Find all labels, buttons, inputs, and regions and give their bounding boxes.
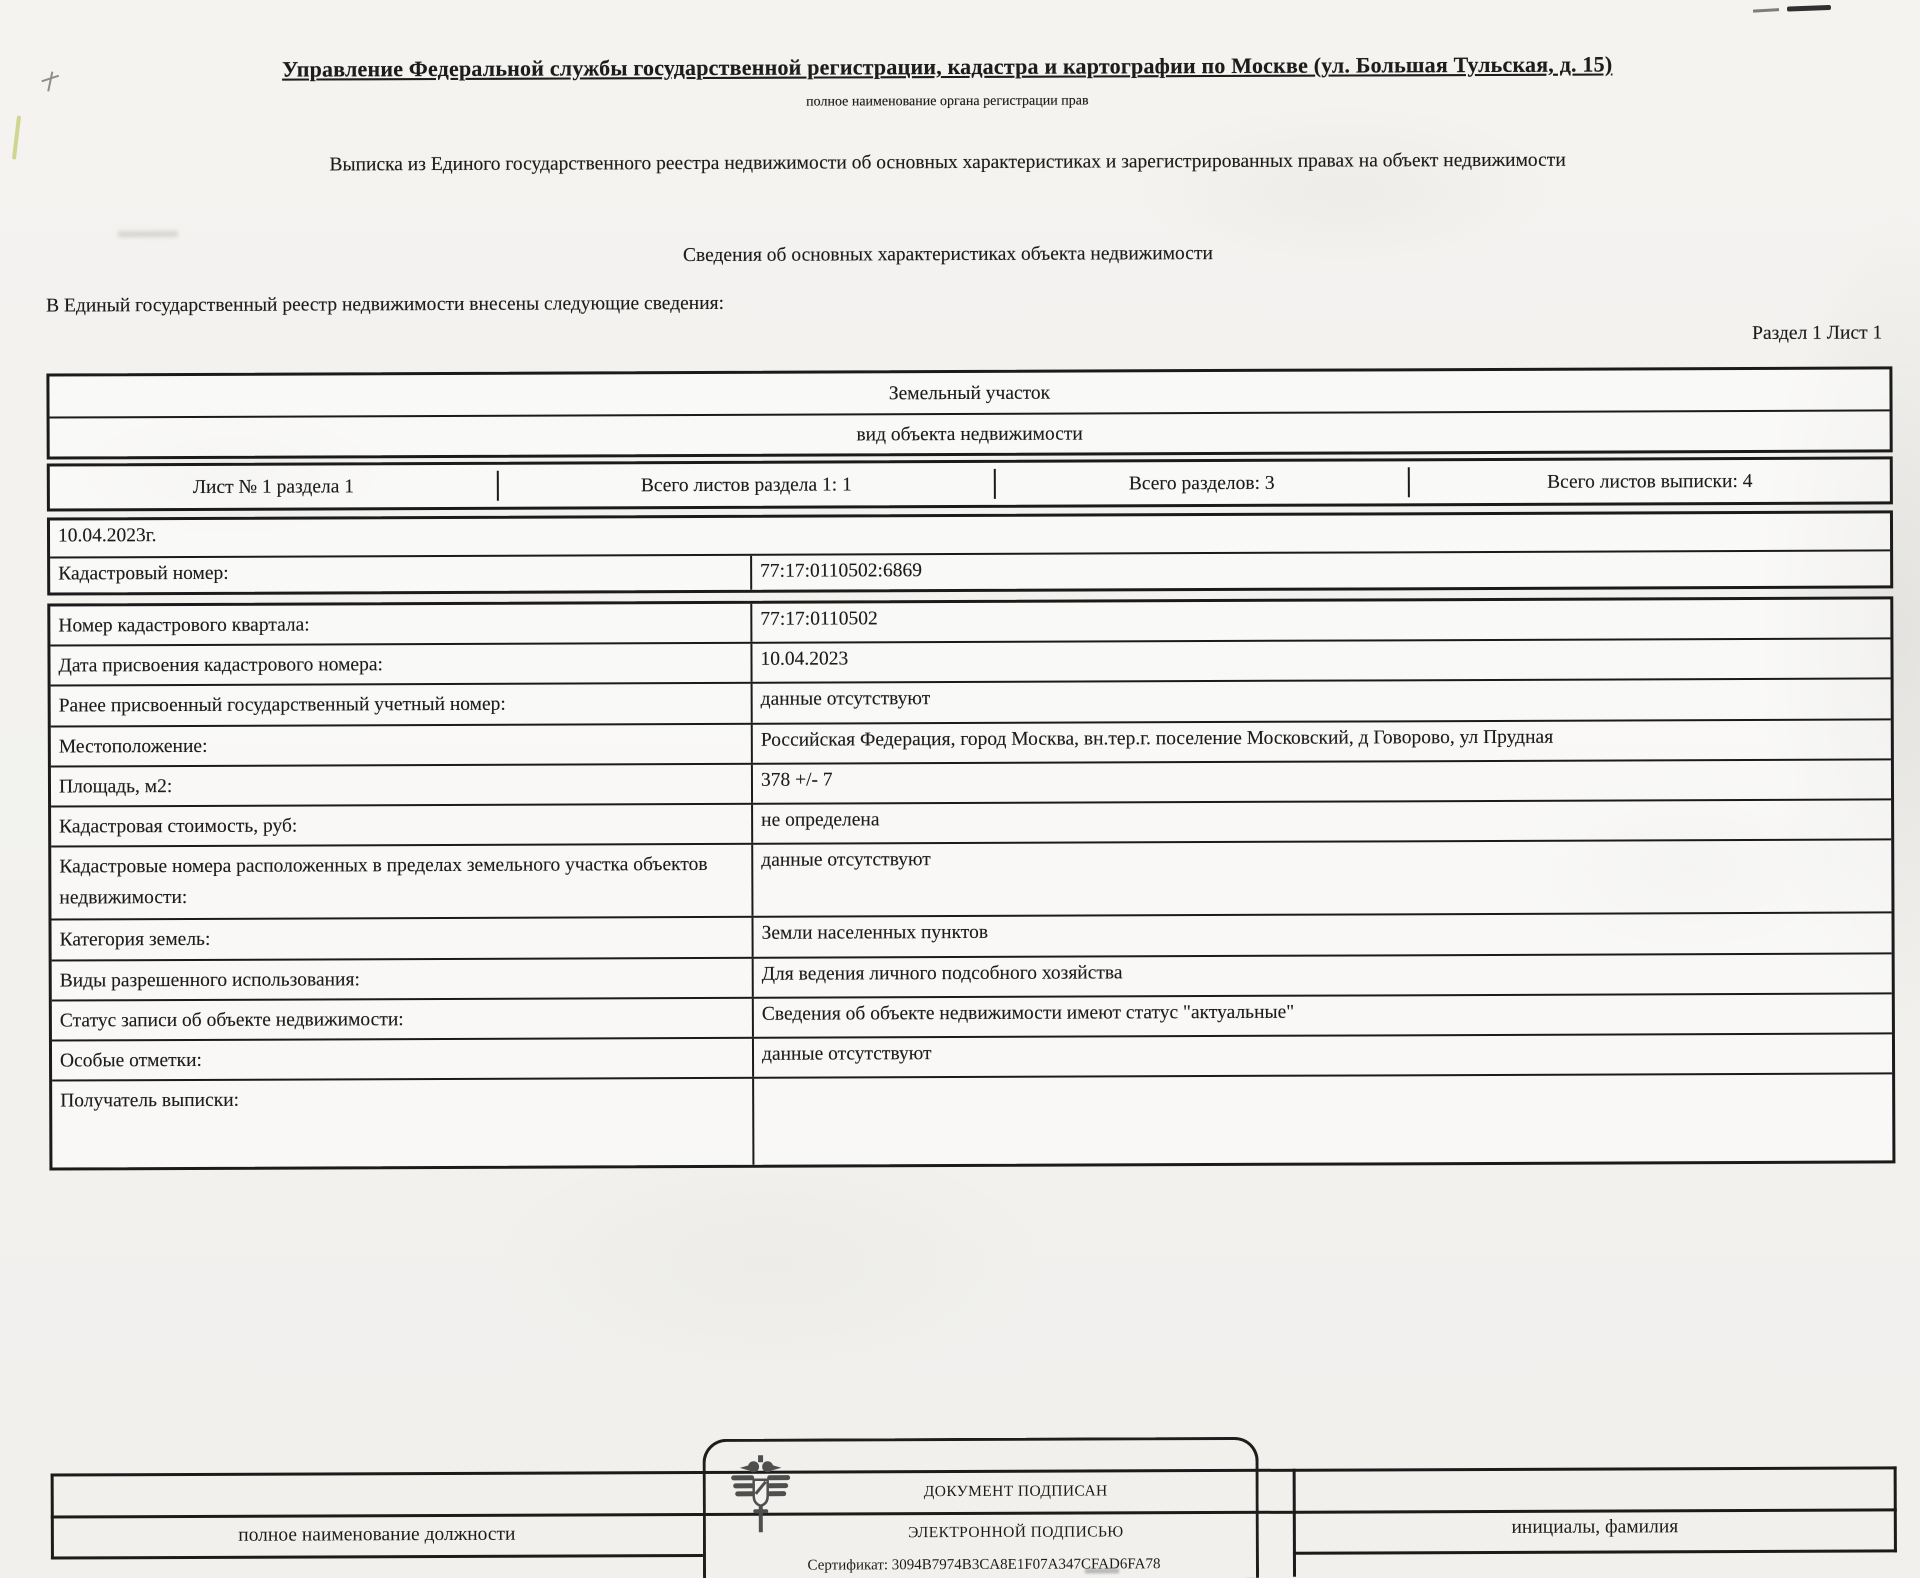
row-value: данные отсутствуют [751, 841, 1891, 916]
row-value: Для ведения личного подсобного хозяйства [752, 954, 1892, 997]
row-label: Местоположение: [58, 735, 208, 758]
object-type-cell: Земельный участок [888, 382, 1051, 405]
table-row [52, 1032, 1892, 1079]
double-eagle-emblem-icon [730, 1454, 792, 1534]
row-label: Кадастровая стоимость, руб: [59, 815, 298, 838]
table-row [51, 718, 1891, 765]
scan-artifact-pen-dash [1787, 5, 1831, 12]
row-label: Площадь, м2: [58, 775, 173, 798]
table-row [51, 758, 1891, 805]
row-value: данные отсутствуют [751, 680, 1891, 723]
row-label: Виды разрешенного использования: [59, 968, 360, 991]
row-value: не определена [751, 801, 1891, 844]
table-row [51, 799, 1891, 846]
table-row [51, 912, 1891, 959]
row-value: 77:17:0110502:6869 [750, 551, 1890, 589]
signature-right-bottom-line [1293, 1549, 1897, 1554]
row-label: Особые отметки: [59, 1049, 202, 1072]
scan-artifact-smudge [118, 231, 178, 237]
sheets-info-table [47, 456, 1893, 511]
row-label: Статус записи об объекте недвижимости: [59, 1008, 404, 1032]
row-label: Кадастровые номера расположенных в пределах земельного участка объектов недвижимости: [59, 854, 708, 908]
intro-line: В Единый государственный реестр недвижимости внесены следующие сведения: [46, 292, 725, 317]
scan-artifact-highlighter-stroke [12, 116, 21, 160]
row-label: Категория земель: [59, 929, 211, 951]
sheet-info-cell-1: Лист № 1 раздела 1 [192, 476, 355, 498]
table-row [49, 369, 1889, 416]
table-row [50, 599, 1890, 644]
stamp-title-line2: ЭЛЕКТРОННОЙ ПОДПИСЬЮ [908, 1523, 1124, 1542]
certificate-line: Сертификат: 3094B7974B3CA8E1F07A347CFAD6FA78 [807, 1556, 1161, 1574]
row-label: Получатель выписки: [60, 1089, 240, 1112]
row-value: данные отсутствуют [752, 1034, 1892, 1077]
record-date-table [47, 510, 1893, 595]
signature-name-caption: инициалы, фамилия [1511, 1516, 1679, 1538]
sheet-info-cell-4: Всего листов выписки: 4 [1408, 465, 1890, 497]
row-value: 378 +/- 7 [751, 760, 1891, 803]
stamp-title-line1: ДОКУМЕНТ ПОДПИСАН [923, 1482, 1108, 1501]
section-heading: Сведения об основных характеристиках объекта недвижимости [682, 243, 1213, 267]
section-sheet-ref: Раздел 1 Лист 1 [1752, 322, 1883, 344]
table-row [50, 513, 1890, 556]
sheet-info-cell-3: Всего разделов: 3 [994, 467, 1408, 499]
row-label: Номер кадастрового квартала: [58, 614, 310, 637]
signature-right-border [1894, 1466, 1897, 1552]
row-label: Ранее присвоенный государственный учетный номер: [58, 694, 506, 717]
object-type-caption-cell: вид объекта недвижимости [856, 423, 1083, 446]
authority-name: Управление Федеральной службы государственной регистрации, кадастра и картографии по Москве (ул. Большая Тульская, д. 15) [282, 51, 1613, 82]
table-row [50, 549, 1890, 592]
table-row [51, 678, 1891, 725]
row-value: 77:17:0110502 [750, 599, 1890, 642]
scan-artifact-pen-dash [1753, 8, 1779, 12]
table-row [50, 459, 1890, 508]
row-label: Кадастровый номер: [58, 562, 229, 585]
document-title: Выписка из Единого государственного реестра недвижимости об основных характеристиках и зарегистрированных правах на объект недвижимости [329, 149, 1566, 176]
authority-caption: полное наименование органа регистрации прав [806, 93, 1089, 110]
row-value: 10.04.2023 [750, 640, 1890, 683]
electronic-signature-stamp [702, 1437, 1259, 1578]
scan-artifact-cutoff-text [1085, 1568, 1119, 1573]
row-value [752, 1075, 1892, 1165]
record-date-cell: 10.04.2023г. [57, 525, 157, 547]
table-row [50, 409, 1890, 456]
table-row [52, 952, 1892, 999]
row-value: Российская Федерация, город Москва, вн.тер.г. поселение Московский, д Говорово, ул Прудная [751, 720, 1891, 763]
table-row [52, 1073, 1892, 1168]
table-row [51, 839, 1891, 919]
signature-left-bottom-line [51, 1554, 703, 1560]
signature-position-caption: полное наименование должности [238, 1523, 516, 1546]
row-label: Дата присвоения кадастрового номера: [58, 654, 383, 677]
table-row [52, 992, 1892, 1039]
table-row [50, 638, 1890, 685]
sheet-info-cell-2: Всего листов раздела 1: 1 [497, 469, 994, 501]
object-type-table [46, 366, 1892, 459]
object-details-table [47, 596, 1895, 1170]
row-value: Сведения об объекте недвижимости имеют статус "актуальные" [752, 994, 1892, 1037]
row-value: Земли населенных пунктов [751, 914, 1891, 957]
